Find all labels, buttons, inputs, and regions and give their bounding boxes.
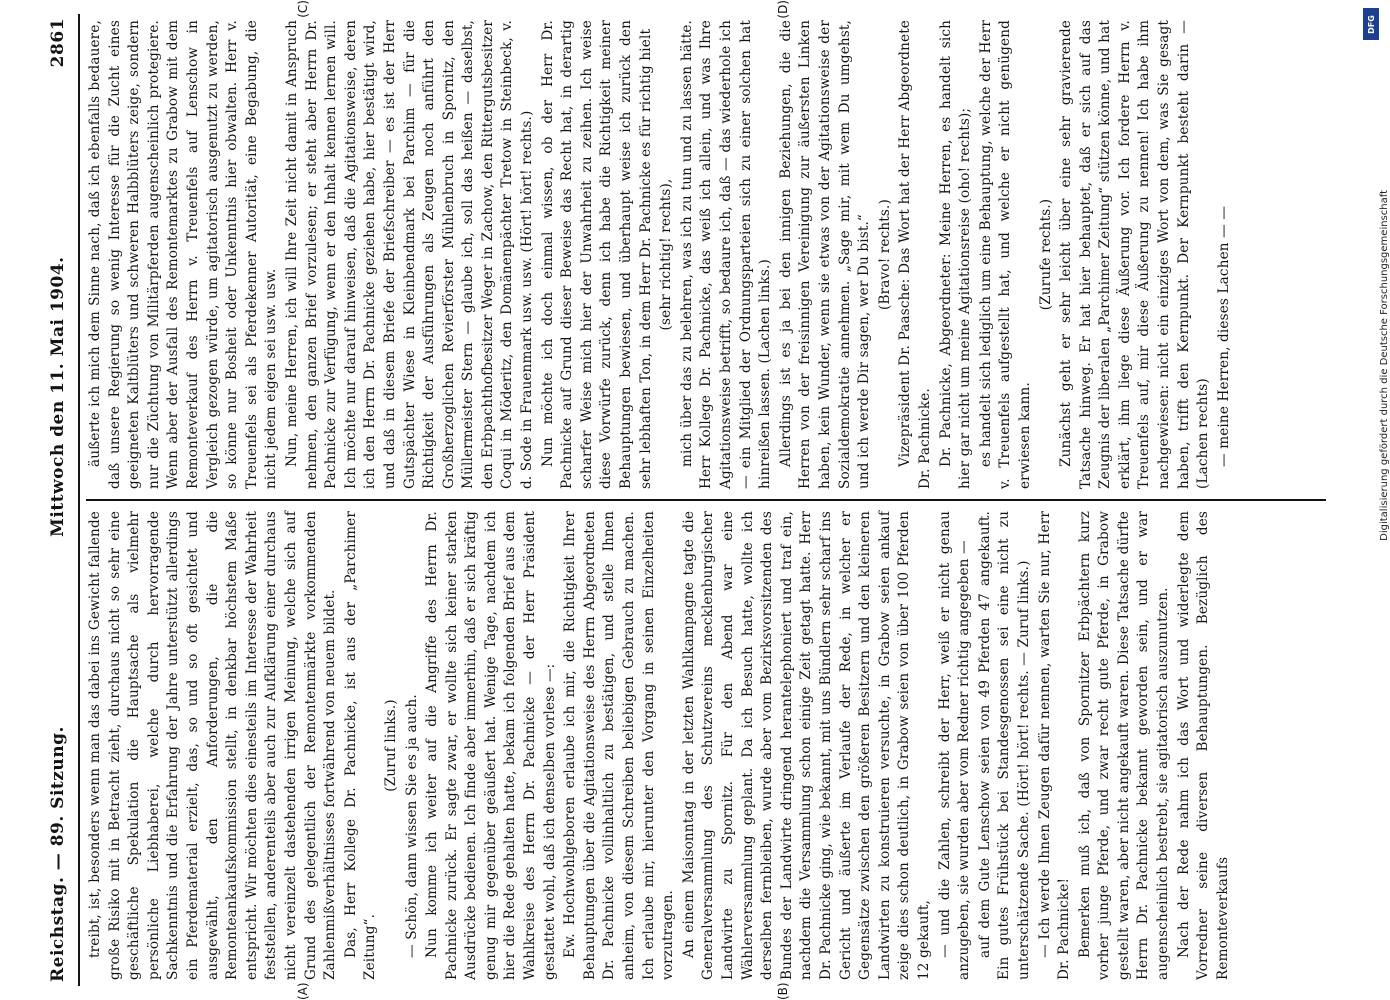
dfg-logo: DFG bbox=[1363, 8, 1379, 40]
left-column-paragraph: Das, Herr Kollege Dr. Pachnicke, ist aus der „Parchimer Zeitung“. bbox=[342, 510, 379, 980]
right-column-paragraph: Nun möchte ich doch einmal wissen, ob der Herr Dr. Pachnicke auf Grund dieser Beweise das Recht hat, in derartig scharfer Weise mich hier der Unwahrheit zu zeihen. Ich weise diese Vorwürfe zurück, denn ich habe die Richtigkeit meiner Behauptungen bewiesen, und überhaupt weise ich zurück den sehr lebhaften Ton, in dem Herr Dr. Pachnicke es für richtig hielt bbox=[539, 20, 654, 490]
section-mark-c: (C) bbox=[296, 0, 310, 18]
right-column bbox=[86, 14, 1326, 495]
left-column-paragraph: auf dem Gute Lenschow seien von 49 Pferden 47 angekauft. Ein gutes Frühstück bei Standesgenossen sei eine nicht zu unterschätzende Sache. (Hört! hört! rechts. — Zuruf links.) bbox=[976, 510, 1032, 980]
right-column-paragraph: Allerdings ist es ja bei den innigen Beziehungen, die die Herren von der freisinnigen Vereinigung zur äußersten Linken haben, kein Wunder, wenn sie etwas von der Agitationsweise der Sozialdemokratie annehmen. „Sage mir, mit wem Du umgehst, und ich werde Dir sagen, wer Du bist.“ bbox=[777, 20, 873, 490]
document-page bbox=[40, 0, 1340, 1000]
left-column-paragraph: treibt, ist, besonders wenn man das dabei ins Gewicht fallende große Risiko mit in Betracht zieht, durchaus nicht so sehr eine geschäftliche Spekulation die Hauptsache als vielmehr persönliche Liebhaberei, welche durch hervorragende Sachkenntnis und die Erfahrung der Jahre unterstützt allerdings ein Pferdematerial erzielt, das, so und so oft gesichtet und ausgewählt, den Anforderungen, die die Remonteankaufskommission stellt, in denkbar höchstem Maße entspricht. Wir möchten dies einesteils im Interesse der Wahrheit feststellen, anderenteils aber auch zur Aufklärung einer durchaus nicht vereinzelt dastehenden irrigen Meinung, welche sich auf Grund des gelegentlich der Remontenmärkte vorkommenden Zahlenmißverhältnisses fortwährend von neuem bildet. bbox=[87, 510, 339, 980]
left-column-paragraph: Nun komme ich weiter auf die Angriffe des Herrn Dr. Pachnicke zurück. Er sagte zwar, er wollte sich keiner starken Ausdrücke bedienen. Ich finde aber immerhin, daß er sich kräftig genug mir gegenüber geäußert hat. Wenige Tage, nachdem ich hier die Rede gehalten hatte, bekam ich folgenden Brief aus dem Wahlkreise des Herrn Dr. Pachnicke — der Herr Präsident gestattet wohl, daß ich denselben vorlese —: bbox=[424, 510, 558, 980]
left-column-paragraph: Ew. Hochwohlgeboren erlaube ich mir, die Richtigkeit Ihrer Behauptungen über die Agitationsweise des Herrn Abgeordneten Dr. Pachnicke vollinhaltlich zu bestätigen, und stelle Ihnen anheim, von diesem Schreiben beliebigen Gebrauch zu machen. Ich erlaube mir, hierunter den Vorgang in seinen Einzelheiten vorzutragen. bbox=[562, 510, 677, 980]
left-column-paragraph: (Zuruf links.) bbox=[382, 699, 399, 792]
left-column-paragraph: Bemerken muß ich, daß von Spornitzer Erbpächtern kurz vorher junge Pferde, und zwar recht gute Pferde, in Grabow gestellt waren, aber nicht angekauft waren. Diese Tatsache dürfte Herrn Dr. Pachnicke bekannt geworden sein, und er war augenscheinlich bestrebt, sie agitatorisch auszunutzen. bbox=[1076, 510, 1172, 980]
running-head-left: Reichstag. — 89. Sitzung. bbox=[48, 726, 68, 982]
section-mark-b: (B) bbox=[776, 982, 790, 1000]
digitization-attribution: Digitalisierung gefördert durch die Deutsche Forschungsgemeinschaft bbox=[1379, 190, 1390, 541]
right-column-paragraph: äußerte ich mich dem Sinne nach, daß ich ebenfalls bedauere, daß unsere Regierung so wenig Interesse für die Zucht eines geeigneten Kaltblüters und schweren Halbblüters zeige, sondern nur die Züchtung von Militärpferden augenscheinlich protegiere. Wenn aber der Ausfall des Remontemarktes zu Grabow mit dem Remonteverkauf des Herrn v. Treuenfels auf Lenschow in Vergleich gezogen würde, um agitatorisch ausgenutzt zu werden, so könne nur Bosheit oder Unkenntnis hier obwalten. Herr v. Treuenfels sei als Pferdekenner Autorität, eine Begabung, die nicht jedem eigen sei usw. usw. bbox=[87, 20, 280, 490]
right-column-paragraph: — meine Herren, dieses Lachen — — bbox=[1215, 205, 1232, 468]
left-column-paragraph: — Ich werde Ihnen Zeugen dafür nennen, warten Sie nur, Herr Dr. Pachnicke! bbox=[1036, 510, 1073, 980]
page-number: 2861 bbox=[48, 18, 68, 68]
left-column-paragraph: — Schön, dann wissen Sie es ja auch. bbox=[403, 694, 420, 958]
right-column-paragraph: Vizepräsident Dr. Paasche: Das Wort hat der Herr Abgeordnete Dr. Pachnicke. bbox=[897, 20, 933, 490]
column-divider bbox=[86, 499, 1326, 501]
right-column-paragraph: Zunächst geht er sehr leicht über eine sehr gravierende Tatsache hinweg. Er hat hier behauptet, daß er sich auf das Zeugnis der liberalen „Parchimer Zeitung“ stützen könne, und hat erklärt, ihm liege diese Äußerung vor. Ich fordere Herrn v. Treuenfels auf, mir diese Äußerung zu nennen! Ich habe ihm nachgewiesen: nicht ein einziges Wort von dem, was Sie gesagt haben, trifft den Kernpunkt. Der Kernpunkt besteht darin — (Lachen rechts) bbox=[1058, 20, 1212, 490]
right-column-paragraph: mich über das zu belehren, was ich zu tun und zu lassen hätte. Herr Kollege Dr. Pachnicke, das weiß ich allein, und was Ihre Agitationsweise betrifft, so bedaure ich, daß — das wiederhole ich — ein Mitglied der Ordnungsparteien sich zu einer solchen hat hinreißen lassen. (Lachen links.) bbox=[678, 20, 774, 490]
left-column-paragraph: Nach der Rede nahm ich das Wort und widerlegte dem Vorredner seine diversen Behauptungen. Bezüglich des Remonteverkaufs bbox=[1175, 510, 1231, 980]
section-mark-a: (A) bbox=[296, 982, 310, 1000]
right-column-paragraph: es handelt sich lediglich um eine Behauptung, welche der Herr v. Treuenfels aufgestellt hat, und welche er nicht genügend erwiesen kann. bbox=[977, 20, 1033, 490]
section-mark-d: (D) bbox=[776, 0, 790, 19]
running-head-center: Mittwoch den 11. Mai 1904. bbox=[48, 256, 68, 537]
right-column-paragraph: Nun, meine Herren, ich will Ihre Zeit nicht damit in Anspruch nehmen, den ganzen Brief vorzulesen; er steht aber Herrn Dr. Pachnicke zur Verfügung, wenn er den Inhalt kennen lernen will. Ich möchte nur darauf hinweisen, daß die Agitationsweise, deren ich den Herrn Dr. Pachnicke geziehen habe, hier bestätigt wird, und daß in diesem Briefe der Briefschreiber — es ist der Herr Gutspächter Wiese in Kleinbendmark bei Parchim — für die Richtigkeit der Ausführungen als Zeugen noch anführt den Großherzoglichen Revierförster Mühlenbruch in Spornitz, den Müllermeister Stern — glaube ich, soll das heißen — daselbst, den Erbpachthofbesitzer Weger in Zachow, den Rittergutsbesitzer Coqui in Möderitz, den Domänenpächter Tretow in Steinbeck, v. d. Sode in Frauenmark usw. usw. (Hört! hört! rechts.) bbox=[283, 20, 536, 490]
right-column-paragraph: (Bravo! rechts.) bbox=[876, 199, 893, 310]
running-head bbox=[48, 14, 80, 986]
text-columns bbox=[86, 0, 1326, 1000]
right-column-paragraph: (Zurufe rechts.) bbox=[1037, 198, 1054, 311]
left-column-paragraph: An einem Maisonntag in der letzten Wahlkampagne tagte die Generalversammlung des Schutzvereins mecklenburgischer Landwirte zu Spornitz. Für den Abend war eine Wählerversammlung geplant. Da ich Besuch hatte, wollte ich derselben fernbleiben, wurde aber vom Bezirksvorsitzenden des Bundes der Landwirte dringend herantelephoniert und traf ein, nachdem die Versammlung schon einige Zeit getagt hatte. Herr Dr. Pachnicke ging, wie bekannt, mit uns Bündlern sehr scharf ins Gericht und äußerte im Verlaufe der Rede, in welcher er Gegensätze zwischen den größeren Besitzern und den kleineren Landwirten zu konstruieren versuchte, in Grabow seien ankauf zeige dies schon deutlich, in Grabow seien von über 100 Pferden 12 gekauft, bbox=[680, 510, 932, 980]
left-column bbox=[86, 505, 1326, 986]
right-column-paragraph: (sehr richtig! rechts), bbox=[658, 178, 675, 331]
left-column-paragraph: — und die Zahlen, schreibt der Herr, weiß er nicht genau anzugeben, sie wurden aber vom Redner richtig angegeben — bbox=[936, 510, 973, 980]
right-column-paragraph: Dr. Pachnicke, Abgeordneter: Meine Herren, es handelt sich hier gar nicht um meine Agitationsreise (oho! rechts); bbox=[937, 20, 974, 490]
